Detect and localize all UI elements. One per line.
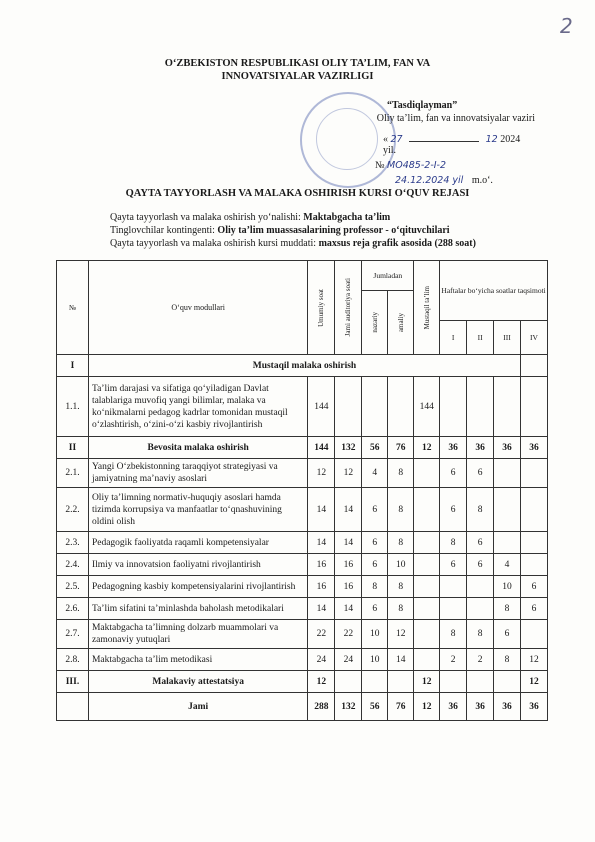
row-cell: 56 [362, 437, 388, 459]
table-row [57, 649, 548, 671]
page-number: 2 [560, 14, 573, 38]
row-cell: 6 [362, 554, 388, 576]
row-cell: 8 [388, 576, 414, 598]
row-cell: 8 [388, 488, 414, 532]
row-cell: 6 [440, 488, 467, 532]
row-cell: 36 [440, 693, 467, 721]
row-cell [440, 671, 467, 693]
row-cell: 144 [308, 437, 335, 459]
row-cell: 14 [335, 488, 362, 532]
row-cell: 132 [335, 693, 362, 721]
row-module: Oliy ta’limning normativ-huquqiy asoslari hamda tizimda korrupsiya va manfaatlar to‘qnashuvining oldini olish [88, 488, 307, 532]
row-cell: 36 [521, 437, 548, 459]
row-module: Jami [88, 693, 307, 721]
approval-month: 12 [485, 134, 498, 145]
curriculum-table [56, 260, 548, 721]
header-including: Jumladan [362, 261, 414, 291]
table-row [57, 598, 548, 620]
row-cell: 56 [362, 693, 388, 721]
row-module: Mustaqil malaka oshirish [88, 355, 520, 377]
row-cell: 10 [362, 620, 388, 649]
row-cell: 76 [388, 693, 414, 721]
header-num: № [57, 261, 89, 355]
row-number: 2.3. [57, 532, 89, 554]
table-row [57, 620, 548, 649]
row-cell: 14 [308, 598, 335, 620]
info-contingent: Tinglovchilar kontingenti: Oliy ta’lim muassasalarining professor - o‘qituvchilari [110, 225, 450, 236]
row-cell [414, 620, 440, 649]
row-cell [467, 377, 494, 437]
row-number: 2.1. [57, 459, 89, 488]
row-number: 2.7. [57, 620, 89, 649]
header-week-3: III [494, 321, 521, 355]
row-number: II [57, 437, 89, 459]
row-cell: 8 [467, 620, 494, 649]
row-cell: 6 [362, 598, 388, 620]
table-row [57, 488, 548, 532]
row-number [57, 693, 89, 721]
row-cell: 12 [414, 693, 440, 721]
header-modules: O‘quv modullari [88, 261, 307, 355]
row-cell [335, 671, 362, 693]
row-number: 2.8. [57, 649, 89, 671]
header-week-4: IV [521, 321, 548, 355]
row-cell [521, 620, 548, 649]
row-cell [414, 459, 440, 488]
row-cell: 6 [521, 576, 548, 598]
row-module: Ta’lim darajasi va sifatiga qo‘yiladigan Davlat talablariga muvofiq yangi bilimlar, malaka va ko‘nikmalarni pedagog kadrlar tomonidan mustaqil o‘zlashtirish, o‘zini-o‘zi kasbiy rivojlantirish [88, 377, 307, 437]
row-number: 2.4. [57, 554, 89, 576]
table-row [57, 693, 548, 721]
date-quote: « [383, 134, 388, 145]
row-module: Pedagogik faoliyatda raqamli kompetensiyalar [88, 532, 307, 554]
row-cell: 12 [414, 671, 440, 693]
row-cell: 16 [335, 576, 362, 598]
row-cell [521, 554, 548, 576]
row-cell [440, 598, 467, 620]
row-cell: 76 [388, 437, 414, 459]
row-cell: 144 [308, 377, 335, 437]
row-cell [521, 532, 548, 554]
row-cell: 8 [388, 459, 414, 488]
header-practice: amaliy [388, 291, 414, 355]
row-cell: 6 [494, 620, 521, 649]
row-cell: 6 [467, 554, 494, 576]
header-weekly: Haftalar bo‘yicha soatlar taqsimoti [440, 261, 548, 321]
row-number: 2.2. [57, 488, 89, 532]
row-cell [414, 488, 440, 532]
info-duration: Qayta tayyorlash va malaka oshirish kursi muddati: maxsus reja grafik asosida (288 soat) [110, 238, 476, 249]
row-cell [494, 377, 521, 437]
approval-number [335, 160, 535, 171]
course-info [110, 211, 476, 250]
approval-title: “Tasdiqlayman” [387, 100, 458, 111]
row-cell: 2 [440, 649, 467, 671]
row-cell: 4 [494, 554, 521, 576]
row-cell: 6 [467, 459, 494, 488]
row-cell: 36 [440, 437, 467, 459]
row-cell [494, 532, 521, 554]
row-cell: 36 [467, 693, 494, 721]
row-module: Maktabgacha ta’lim metodikasi [88, 649, 307, 671]
row-module: Ta’lim sifatini ta’minlashda baholash metodikalari [88, 598, 307, 620]
row-cell [388, 671, 414, 693]
header-week-1: I [440, 321, 467, 355]
row-cell: 10 [388, 554, 414, 576]
header-theory: nazariy [362, 291, 388, 355]
approval-year: 2024 yil. [383, 134, 521, 156]
signature-line [409, 141, 479, 142]
row-cell: 6 [467, 532, 494, 554]
approval-block [335, 100, 535, 186]
row-cell [440, 377, 467, 437]
row-number: 2.6. [57, 598, 89, 620]
row-cell: 8 [440, 532, 467, 554]
row-cell [521, 377, 548, 437]
document-title: QAYTA TAYYORLASH VA MALAKA OSHIRISH KURSI O‘QUV REJASI [125, 188, 470, 199]
table-row [57, 554, 548, 576]
table-row [57, 355, 548, 377]
row-number: III. [57, 671, 89, 693]
row-cell: 12 [521, 649, 548, 671]
row-cell [521, 355, 548, 377]
info-direction: Qayta tayyorlash va malaka oshirish yo‘nalishi: Maktabgacha ta’lim [110, 212, 391, 223]
row-cell: 14 [308, 488, 335, 532]
approval-position: Oliy ta’lim, fan va innovatsiyalar vaziri [376, 113, 535, 124]
header-week-2: II [467, 321, 494, 355]
ministry-line-1: O‘ZBEKISTON RESPUBLIKASI OLIY TA’LIM, FAN VA [164, 58, 431, 69]
row-cell [335, 377, 362, 437]
row-cell: 36 [494, 437, 521, 459]
row-cell: 6 [362, 532, 388, 554]
row-module: Yangi O‘zbekistonning taraqqiyot strategiyasi va jamiyatning ma’naviy asoslari [88, 459, 307, 488]
row-cell [362, 377, 388, 437]
row-cell [521, 459, 548, 488]
approval-date-2 [335, 175, 535, 186]
row-cell: 8 [388, 598, 414, 620]
row-cell: 8 [362, 576, 388, 598]
row-cell [414, 554, 440, 576]
row-cell: 14 [335, 598, 362, 620]
header-independent: Mustaqil ta’lim [414, 261, 440, 355]
row-cell: 36 [467, 437, 494, 459]
row-number: 2.5. [57, 576, 89, 598]
row-cell [467, 576, 494, 598]
table-row [57, 437, 548, 459]
row-cell [494, 671, 521, 693]
row-cell: 6 [362, 488, 388, 532]
row-cell: 22 [308, 620, 335, 649]
row-cell: 10 [362, 649, 388, 671]
row-cell: 16 [335, 554, 362, 576]
row-cell: 12 [388, 620, 414, 649]
row-cell [494, 488, 521, 532]
row-cell: 288 [308, 693, 335, 721]
row-cell [414, 598, 440, 620]
row-cell: 8 [494, 649, 521, 671]
row-cell: 14 [388, 649, 414, 671]
approval-mo: m.o‘. [471, 175, 493, 186]
row-cell: 6 [440, 459, 467, 488]
row-cell: 36 [494, 693, 521, 721]
row-cell [467, 598, 494, 620]
row-number: I [57, 355, 89, 377]
row-cell: 10 [494, 576, 521, 598]
row-cell: 132 [335, 437, 362, 459]
row-cell: 8 [388, 532, 414, 554]
row-module: Pedagogning kasbiy kompetensiyalarini rivojlantirish [88, 576, 307, 598]
row-cell [414, 576, 440, 598]
row-cell: 36 [521, 693, 548, 721]
row-cell: 24 [308, 649, 335, 671]
table-row [57, 671, 548, 693]
row-cell: 12 [521, 671, 548, 693]
row-cell: 22 [335, 620, 362, 649]
ministry-header [0, 57, 595, 83]
row-cell: 8 [467, 488, 494, 532]
row-module: Maktabgacha ta’limning dolzarb muammolari va zamonaviy yutuqlari [88, 620, 307, 649]
row-cell [467, 671, 494, 693]
row-cell: 16 [308, 576, 335, 598]
header-total: Umumiy soat [308, 261, 335, 355]
row-cell: 6 [521, 598, 548, 620]
approval-day: 27 [390, 134, 403, 145]
row-cell [521, 488, 548, 532]
row-cell: 2 [467, 649, 494, 671]
number-prefix: № [375, 160, 385, 171]
row-module: Ilmiy va innovatsion faoliyatni rivojlantirish [88, 554, 307, 576]
row-cell [494, 459, 521, 488]
row-cell: 12 [335, 459, 362, 488]
row-cell: 14 [335, 532, 362, 554]
approval-date [335, 134, 535, 156]
row-module: Malakaviy attestatsiya [88, 671, 307, 693]
ministry-line-2: INNOVATSIYALAR VAZIRLIGI [221, 71, 374, 82]
table-row [57, 576, 548, 598]
table-body [57, 355, 548, 721]
row-cell [440, 576, 467, 598]
row-cell: 6 [440, 554, 467, 576]
table-row [57, 459, 548, 488]
approval-number-value: МО485-2-I-2 [387, 160, 447, 171]
row-cell: 8 [494, 598, 521, 620]
row-cell [414, 532, 440, 554]
header-auditory: Jami auditoriya soati [335, 261, 362, 355]
approval-date2-value: 24.12.2024 yil [395, 175, 464, 186]
row-cell: 14 [308, 532, 335, 554]
row-number: 1.1. [57, 377, 89, 437]
row-cell: 16 [308, 554, 335, 576]
row-cell: 24 [335, 649, 362, 671]
row-cell: 12 [414, 437, 440, 459]
row-cell [362, 671, 388, 693]
row-cell: 12 [308, 459, 335, 488]
row-cell: 144 [414, 377, 440, 437]
row-cell: 12 [308, 671, 335, 693]
row-module: Bevosita malaka oshirish [88, 437, 307, 459]
row-cell [414, 649, 440, 671]
row-cell: 4 [362, 459, 388, 488]
row-cell: 8 [440, 620, 467, 649]
row-cell [388, 377, 414, 437]
table-row [57, 377, 548, 437]
table-row [57, 532, 548, 554]
